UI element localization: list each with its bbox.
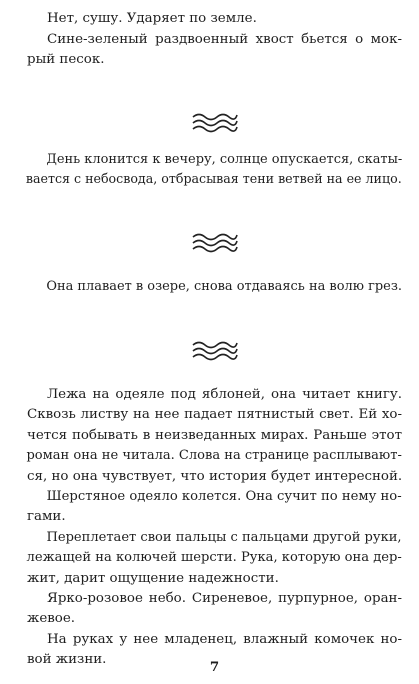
paragraph-5	[27, 385, 402, 487]
paragraph-7	[27, 528, 402, 589]
text-line: вается с небосвода, отбрасывая тени ветвей на ее лицо.	[25, 172, 402, 188]
text-line: Переплетает свои пальцы с пальцами другой руки,	[46, 530, 402, 545]
paragraph-2	[27, 30, 402, 71]
text-line: чется побывать в неизведанных мирах. Раньше этот	[27, 427, 402, 443]
text-line: Нет, сушу. Ударяет по земле.	[47, 11, 257, 26]
section-divider	[27, 110, 402, 136]
wave-divider-icon	[191, 111, 239, 135]
paragraph-8	[27, 589, 402, 630]
paragraph-1	[27, 9, 402, 29]
text-line: лежащей на колючей шерсти. Рука, которую она дер-	[26, 550, 402, 566]
wave-divider-icon	[191, 231, 239, 255]
book-page	[27, 0, 402, 684]
text-line: жит, дарит ощущение надежности.	[27, 570, 279, 586]
text-line: День клонится к вечеру, солнце опускается, скаты-	[46, 152, 403, 167]
text-line: На руках у нее младенец, влажный комочек но-	[47, 632, 402, 647]
text-line: роман она не читала. Слова на странице расплывают-	[26, 448, 402, 464]
paragraph-6	[27, 487, 402, 528]
section-divider	[27, 230, 402, 256]
text-line: Лежа на одеяле под яблоней, она читает книгу.	[47, 387, 402, 402]
text-line: Она плавает в озере, снова отдаваясь на волю грез.	[46, 279, 403, 294]
paragraph-4	[27, 277, 402, 297]
section-divider	[27, 338, 402, 364]
page-number: 7	[209, 659, 220, 675]
text-line: жевое.	[27, 611, 76, 627]
text-line: Сине-зеленый раздвоенный хвост бьется о мок-	[47, 32, 402, 47]
text-line: Сквозь листву на нее падает пятнистый свет. Ей хо-	[27, 407, 402, 423]
text-line: рый песок.	[27, 52, 105, 68]
text-line: вой жизни.	[27, 652, 107, 668]
text-line: гами.	[27, 509, 66, 525]
text-line: ся, но она чувствует, что история будет интересной.	[27, 468, 403, 484]
wave-divider-icon	[191, 339, 239, 363]
text-line: Ярко-розовое небо. Сиреневое, пурпурное, оран-	[47, 591, 402, 606]
paragraph-3	[27, 150, 402, 191]
text-line: Шерстяное одеяло колется. Она сучит по нему но-	[46, 489, 402, 504]
